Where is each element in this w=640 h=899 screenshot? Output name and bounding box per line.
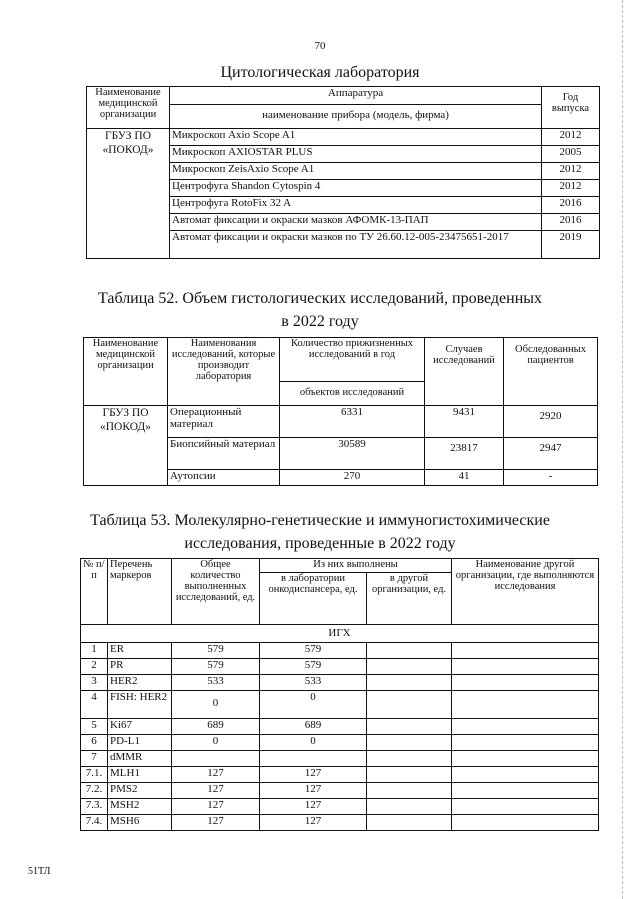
t3-h-total: Общее количество выполненных исследований, ед. — [172, 559, 260, 625]
t3-row-num: 7.1. — [81, 767, 108, 783]
t3-row-num: 1 — [81, 643, 108, 659]
t3-row-total: 689 — [172, 719, 260, 735]
t3-row-other — [367, 783, 452, 799]
t3-h-other: в другой организации, ед. — [367, 573, 452, 625]
t1-row-year: 2005 — [542, 146, 600, 163]
t1-h-year: Год выпуска — [542, 87, 600, 129]
t3-row-marker: Ki67 — [108, 719, 172, 735]
t3-row-num: 7.4. — [81, 815, 108, 831]
t3-row-total — [172, 751, 260, 767]
t3-row-num: 5 — [81, 719, 108, 735]
t3-row-marker: MSH2 — [108, 799, 172, 815]
t3-row-num: 7.3. — [81, 799, 108, 815]
t1-row-year: 2012 — [542, 163, 600, 180]
t3-title-line2: исследования, проведенные в 2022 году — [184, 535, 456, 552]
t3-row-total: 127 — [172, 815, 260, 831]
t1-row-name: Микроскоп Axio Scope A1 — [170, 129, 542, 146]
t1-row-name: Автомат фиксации и окраски мазков по ТУ 26.60.12-005-23475651-2017 — [170, 231, 542, 259]
t3-row-lab — [260, 751, 367, 767]
t2-h-objects: объектов исследований — [280, 382, 425, 406]
t1-h-org: Наименование медицинской организации — [87, 87, 170, 129]
t3-row-total: 579 — [172, 659, 260, 675]
page-number: 70 — [314, 40, 326, 52]
t2-histology-table — [83, 337, 598, 486]
t2-row-objects: 270 — [280, 470, 425, 486]
t3-row-other — [367, 815, 452, 831]
t2-title-line2: в 2022 году — [281, 313, 359, 330]
t1-title: Цитологическая лаборатория — [220, 64, 420, 81]
t2-row-cases: 41 — [425, 470, 504, 486]
t3-row-lab: 127 — [260, 815, 367, 831]
t3-row-total: 0 — [172, 735, 260, 751]
t3-row-marker: FISH: HER2 — [108, 691, 172, 719]
t3-row-lab: 0 — [260, 735, 367, 751]
t3-row-lab: 689 — [260, 719, 367, 735]
t1-org: ГБУЗ ПО «ПОКОД» — [87, 129, 170, 259]
t2-row-patients: 2947 — [504, 438, 598, 470]
t3-row-org — [452, 751, 599, 767]
t2-row-cases: 23817 — [425, 438, 504, 470]
t1-row-year: 2016 — [542, 214, 600, 231]
t3-row-num: 6 — [81, 735, 108, 751]
t3-row-org — [452, 691, 599, 719]
t3-row-other — [367, 767, 452, 783]
t3-row-lab: 579 — [260, 643, 367, 659]
t1-row-year: 2019 — [542, 231, 600, 259]
t2-row-name: Биопсийный материал — [168, 438, 280, 470]
t3-row-total: 127 — [172, 767, 260, 783]
t3-row-other — [367, 659, 452, 675]
t3-row-num: 2 — [81, 659, 108, 675]
t3-row-lab: 127 — [260, 799, 367, 815]
t3-row-lab: 579 — [260, 659, 367, 675]
t3-row-total: 127 — [172, 799, 260, 815]
t1-row-year: 2012 — [542, 129, 600, 146]
t3-row-num: 7 — [81, 751, 108, 767]
t2-row-objects: 30589 — [280, 438, 425, 470]
t2-h-names: Наименования исследований, которые производит лаборатория — [168, 338, 280, 406]
t2-org: ГБУЗ ПО «ПОКОД» — [84, 406, 168, 486]
t3-row-lab: 0 — [260, 691, 367, 719]
t1-row-name: Центрофуга Shandon Cytospin 4 — [170, 180, 542, 197]
t3-row-marker: ER — [108, 643, 172, 659]
t1-row-name: Автомат фиксации и окраски мазков АФОМК-13-ПАП — [170, 214, 542, 231]
t3-row-org — [452, 675, 599, 691]
t3-section-ihc: ИГХ — [81, 625, 599, 643]
t2-row-name: Аутопсии — [168, 470, 280, 486]
t3-row-org — [452, 799, 599, 815]
t2-row-cases: 9431 — [425, 406, 504, 438]
t3-row-total: 127 — [172, 783, 260, 799]
t3-h-markers: Перечень маркеров — [108, 559, 172, 625]
footer-code: 51ТЛ — [28, 866, 51, 877]
t3-row-marker: PR — [108, 659, 172, 675]
t1-h-app: Аппаратура — [170, 87, 542, 105]
t3-row-marker: MLH1 — [108, 767, 172, 783]
t3-row-org — [452, 783, 599, 799]
t3-row-org — [452, 719, 599, 735]
t3-row-other — [367, 675, 452, 691]
t3-row-total: 579 — [172, 643, 260, 659]
t3-row-other — [367, 643, 452, 659]
t3-row-org — [452, 735, 599, 751]
t3-row-lab: 127 — [260, 767, 367, 783]
t3-row-org — [452, 659, 599, 675]
t1-row-year: 2012 — [542, 180, 600, 197]
t2-h-qty: Количество прижизненных исследований в год — [280, 338, 425, 382]
t3-row-lab: 533 — [260, 675, 367, 691]
t3-row-total: 533 — [172, 675, 260, 691]
t3-row-marker: HER2 — [108, 675, 172, 691]
t1-equipment-table — [86, 86, 600, 259]
t2-row-name: Операционный материал — [168, 406, 280, 438]
t3-row-other — [367, 691, 452, 719]
t3-row-lab: 127 — [260, 783, 367, 799]
t3-row-other — [367, 735, 452, 751]
t1-row-name: Микроскоп AXIOSTAR PLUS — [170, 146, 542, 163]
t1-row-name: Центрофуга RotoFix 32 A — [170, 197, 542, 214]
t2-h-patients: Обследованных пациентов — [504, 338, 598, 406]
scan-edge — [622, 0, 624, 899]
t3-row-marker: MSH6 — [108, 815, 172, 831]
t3-row-org — [452, 767, 599, 783]
t3-row-num: 7.2. — [81, 783, 108, 799]
t2-title-line1: Таблица 52. Объем гистологических исследований, проведенных — [97, 290, 543, 307]
t1-row-name: Микроскоп ZeisAxio Scope A1 — [170, 163, 542, 180]
t3-h-num: № п/п — [81, 559, 108, 625]
t3-row-marker: PMS2 — [108, 783, 172, 799]
t3-h-lab: в лаборатории онкодиспансера, ед. — [260, 573, 367, 625]
t3-h-of: Из них выполнены — [260, 559, 452, 573]
t2-h-org: Наименование медицинской организации — [84, 338, 168, 406]
t3-row-marker: dMMR — [108, 751, 172, 767]
t3-ihc-table — [80, 558, 599, 831]
t1-row-year: 2016 — [542, 197, 600, 214]
t2-row-patients: - — [504, 470, 598, 486]
t3-row-total: 0 — [172, 691, 260, 719]
t2-row-patients: 2920 — [504, 406, 598, 438]
t3-h-orgname: Наименование другой организации, где выполняются исследования — [452, 559, 599, 625]
t3-row-other — [367, 719, 452, 735]
t3-row-org — [452, 643, 599, 659]
t3-row-num: 3 — [81, 675, 108, 691]
t3-title-line1: Таблица 53. Молекулярно-генетические и иммуногистохимические — [90, 512, 550, 529]
t3-row-other — [367, 751, 452, 767]
t1-h-dev: наименование прибора (модель, фирма) — [170, 105, 542, 129]
t2-row-objects: 6331 — [280, 406, 425, 438]
t2-h-cases: Случаев исследований — [425, 338, 504, 406]
t3-row-org — [452, 815, 599, 831]
t3-row-num: 4 — [81, 691, 108, 719]
t3-row-other — [367, 799, 452, 815]
t3-row-marker: PD-L1 — [108, 735, 172, 751]
